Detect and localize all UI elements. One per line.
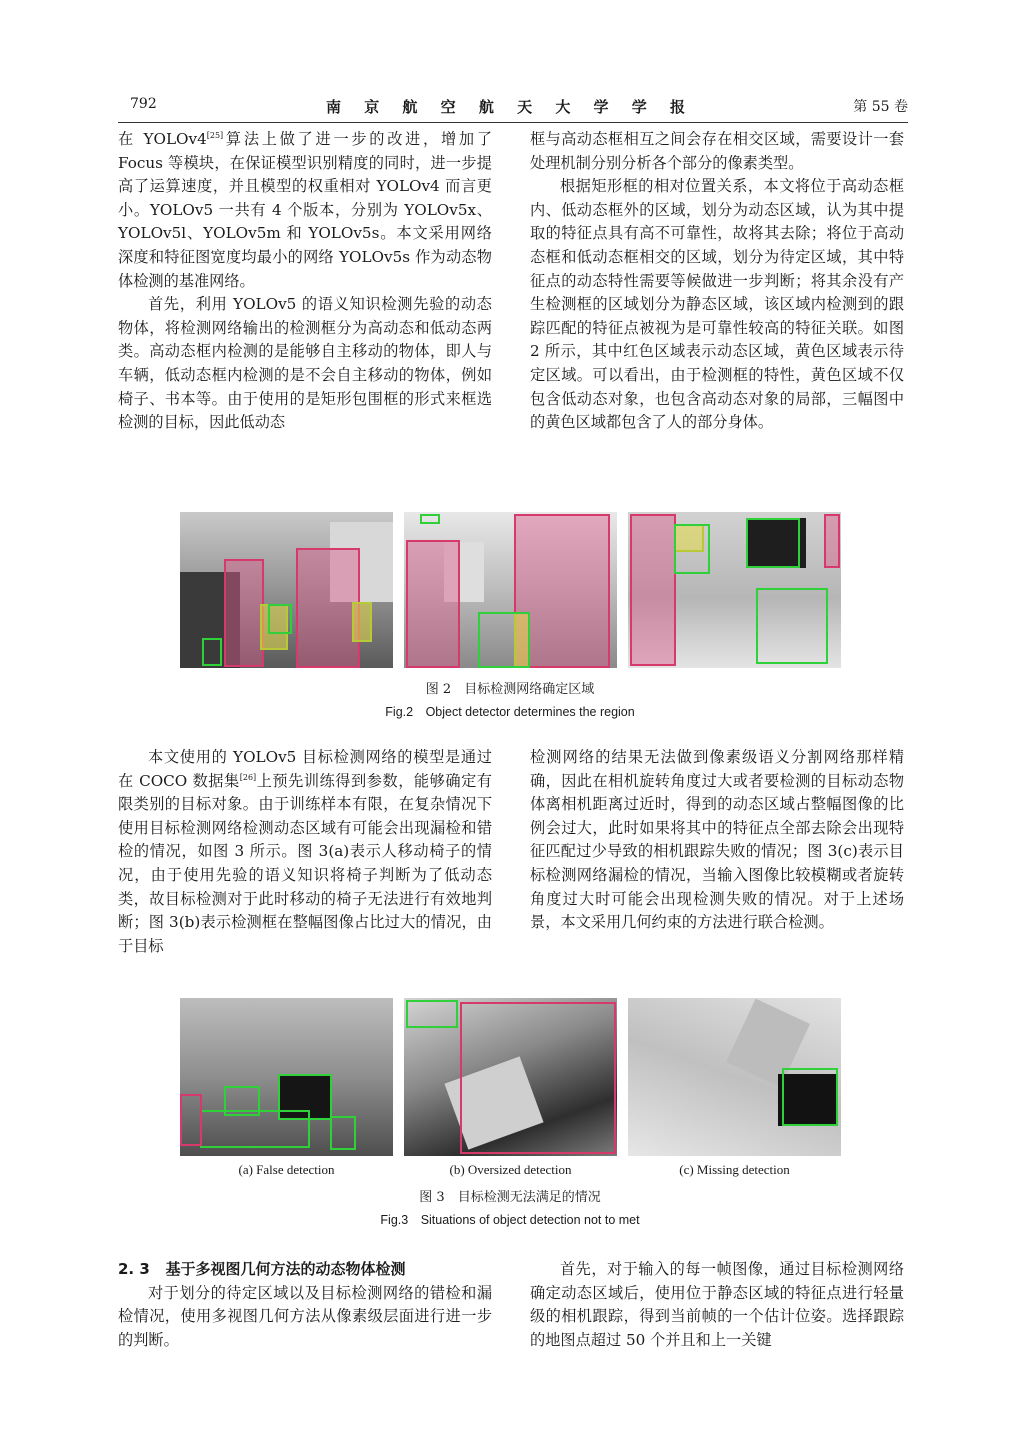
top-right-column — [530, 128, 904, 435]
volume-label: 第 55 卷 — [853, 99, 908, 115]
page-number: 792 — [130, 96, 157, 112]
citation: [25] — [206, 130, 224, 140]
section-number: 2. 3 — [118, 1260, 150, 1278]
top-left-column — [118, 128, 492, 435]
figure-3-caption-zh: 图 3 目标检测无法满足的情况 — [419, 1190, 601, 1205]
paragraph: 首先，对于输入的每一帧图像，通过目标检测网络确定动态区域后，使用位于静态区域的特征点进行轻量级的相机跟踪，得到当前帧的一个估计位姿。选择跟踪的地图点超过 50 个并且和上一关键 — [530, 1260, 904, 1349]
figure-2-panel-c — [628, 512, 841, 668]
figure-3-panel-a — [180, 998, 393, 1156]
low-dynamic-box — [330, 1116, 356, 1150]
low-dynamic-box — [406, 1000, 458, 1028]
dynamic-region-box — [296, 548, 360, 668]
middle-left-column — [118, 746, 492, 958]
low-dynamic-box — [674, 524, 710, 574]
paragraph: 首先，利用 YOLOv5 的语义知识检测先验的动态物体，将检测网络输出的检测框分为高动态和低动态两类。高动态框内检测的是能够自主移动的物体，即人与车辆，低动态框内检测的是不会自主移动的物体，例如椅子、书本等。由于使用的是矩形包围框的形式来框选检测的目标，因此低动态 — [118, 295, 492, 432]
dynamic-region-box — [406, 540, 460, 668]
low-dynamic-box — [756, 588, 828, 664]
figure-2-panel-b — [404, 512, 617, 668]
figure-2-panel-a — [180, 512, 393, 668]
paragraph: 在 YOLOv4[25]算法上做了进一步的改进，增加了 Focus 等模块，在保证模型识别精度的同时，进一步提高了运算速度，并且模型的权重相对 YOLOv4 而言更小。YOLOv5 一共有 4 个版本，分别为 YOLOv5x、YOLOv5l、YOLOv5m 和 YOLOv5s。本文采用网络深度和特征图宽度均最小的网络 YOLOv5s 作为动态物体检测的基准网络。 — [118, 130, 492, 290]
figure-2-caption-en: Fig.2 Object detector determines the region — [385, 705, 635, 719]
figure-3c-label: (c) Missing detection — [679, 1162, 790, 1177]
paragraph: 本文使用的 YOLOv5 目标检测网络的模型是通过在 COCO 数据集[26]上预先训练得到参数，能够确定有限类别的目标对象。由于训练样本有限，在复杂情况下使用目标检测网络检测动态区域有可能会出现漏检和错检的情况，如图 3 所示。图 3(a)表示人移动椅子的情况，由于使用先验的语义知识将椅子判断为了低动态类，故目标检测对于此时移动的椅子无法进行有效地判断；图 3(b)表示检测框在整幅图像占比过大的情况，由于目标 — [118, 748, 492, 955]
pending-region-box — [352, 602, 372, 642]
dynamic-region-box — [460, 1002, 616, 1154]
paragraph: 检测网络的结果无法做到像素级语义分割网络那样精确，因此在相机旋转角度过大或者要检测的目标动态物体离相机距离过近时，得到的动态区域占整幅图像的比例会过大，此时如果将其中的特征点全部去除会出现特征匹配过少导致的相机跟踪失败的情况；图 3(c)表示目标检测网络漏检的情况，当输入图像比较模糊或者旋转角度过大时可能会出现检测失败的情况。对于上述场景，本文采用几何约束的方法进行联合检测。 — [530, 748, 904, 932]
paragraph: 框与高动态框相互之间会存在相交区域，需要设计一套处理机制分别分析各个部分的像素类型。 — [530, 130, 904, 172]
figure-2-caption-zh: 图 2 目标检测网络确定区域 — [425, 682, 595, 697]
paragraph: 对于划分的待定区域以及目标检测网络的错检和漏检情况，使用多视图几何方法从像素级层面进行进一步的判断。 — [118, 1283, 492, 1349]
dynamic-region-box — [180, 1094, 202, 1146]
low-dynamic-box — [746, 518, 800, 568]
running-header — [0, 96, 1020, 120]
journal-title: 南 京 航 空 航 天 大 学 学 报 — [325, 98, 694, 116]
low-dynamic-box — [782, 1068, 838, 1126]
dynamic-region-box — [630, 514, 676, 666]
paragraph: 根据矩形框的相对位置关系，本文将位于高动态框内、低动态框外的区域，划分为动态区域，认为其中提取的特征点具有高不可靠性，故将其去除；将位于高动态框和低动态框相交的区域，划分为待定区域，其中特征点的动态特性需要等候做进一步判断；将其余没有产生检测框的区域划分为静态区域，该区域内检测到的跟踪匹配的特征点被视为是可靠性较高的特征关联。如图 2 所示，其中红色区域表示动态区域，黄色区域表示待定区域。可以看出，由于检测框的特性，黄色区域不仅包含低动态对象，也包含高动态对象的局部，三幅图中的黄色区域都包含了人的部分身体。 — [530, 177, 904, 432]
bottom-right-column — [530, 1258, 904, 1352]
bottom-left-column — [118, 1258, 492, 1352]
citation: [26] — [239, 772, 257, 782]
low-dynamic-box — [478, 612, 530, 668]
figure-2 — [180, 512, 841, 668]
low-dynamic-box — [420, 514, 440, 524]
figure-3-caption-en: Fig.3 Situations of object detection not to met — [380, 1213, 640, 1227]
dynamic-region-box — [824, 514, 840, 568]
figure-3a-label: (a) False detection — [238, 1162, 335, 1177]
dynamic-region-box — [224, 559, 264, 667]
section-heading — [118, 1258, 492, 1282]
low-dynamic-box — [202, 638, 222, 666]
middle-right-column — [530, 746, 904, 935]
figure-3-panel-c — [628, 998, 841, 1156]
figure-3-panel-b — [404, 998, 617, 1156]
figure-3b-label: (b) Oversized detection — [449, 1162, 572, 1177]
header-rule — [118, 122, 908, 123]
low-dynamic-box — [268, 604, 292, 634]
figure-3 — [180, 998, 841, 1156]
low-dynamic-box — [200, 1110, 310, 1148]
section-title: 基于多视图几何方法的动态物体检测 — [165, 1260, 406, 1278]
